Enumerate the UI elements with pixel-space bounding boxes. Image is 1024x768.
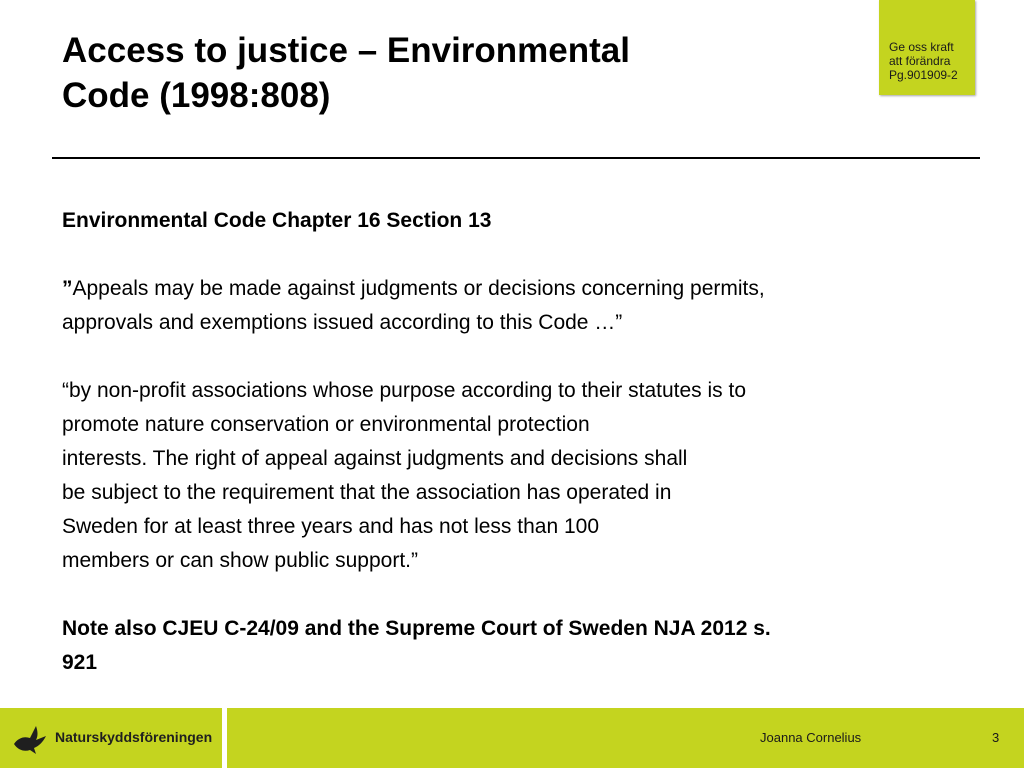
quote-2-line-5: Sweden for at least three years and has not less than 100	[62, 515, 600, 538]
donation-badge	[879, 0, 975, 95]
footer-info-panel	[227, 708, 1024, 768]
quote-1-line-1-text: Appeals may be made against judgments or decisions concerning permits,	[72, 277, 765, 300]
slide-footer	[0, 708, 1024, 768]
page-number: 3	[992, 730, 1000, 745]
quote-2-line-6: members or can show public support.”	[62, 549, 418, 572]
spacer	[62, 340, 962, 374]
badge-line-1: Ge oss kraft	[889, 40, 954, 54]
bird-logo-icon	[12, 722, 48, 756]
section-heading: Environmental Code Chapter 16 Section 13	[62, 209, 492, 232]
quote-1-line-2: approvals and exemptions issued according to this Code …”	[62, 311, 623, 334]
quote-1-line-1	[62, 272, 962, 306]
spacer	[62, 578, 962, 612]
quote-2-line-2: promote nature conservation or environmental protection	[62, 413, 590, 436]
slide-title-line-1: Access to justice – Environmental	[62, 31, 630, 70]
title-divider	[52, 157, 980, 159]
badge-line-2: att förändra	[889, 54, 951, 68]
quote-2-line-4: be subject to the requirement that the association has operated in	[62, 481, 672, 504]
note-line-1: Note also CJEU C-24/09 and the Supreme Court of Sweden NJA 2012 s.	[62, 617, 771, 640]
quote-2-line-1: “by non-profit associations whose purpose according to their statutes is to	[62, 379, 747, 402]
badge-line-3: Pg.901909-2	[889, 68, 958, 82]
slide-body	[62, 204, 962, 680]
quote-open-mark: ”	[62, 277, 73, 300]
slide-title-line-2: Code (1998:808)	[62, 76, 331, 115]
slide-title	[62, 28, 822, 118]
quote-2-line-3: interests. The right of appeal against judgments and decisions shall	[62, 447, 688, 470]
note-line-2: 921	[62, 651, 98, 674]
organization-name: Naturskyddsföreningen	[55, 729, 213, 745]
spacer	[62, 238, 962, 272]
presenter-name: Joanna Cornelius	[760, 730, 862, 745]
footer-logo-panel	[0, 708, 222, 768]
